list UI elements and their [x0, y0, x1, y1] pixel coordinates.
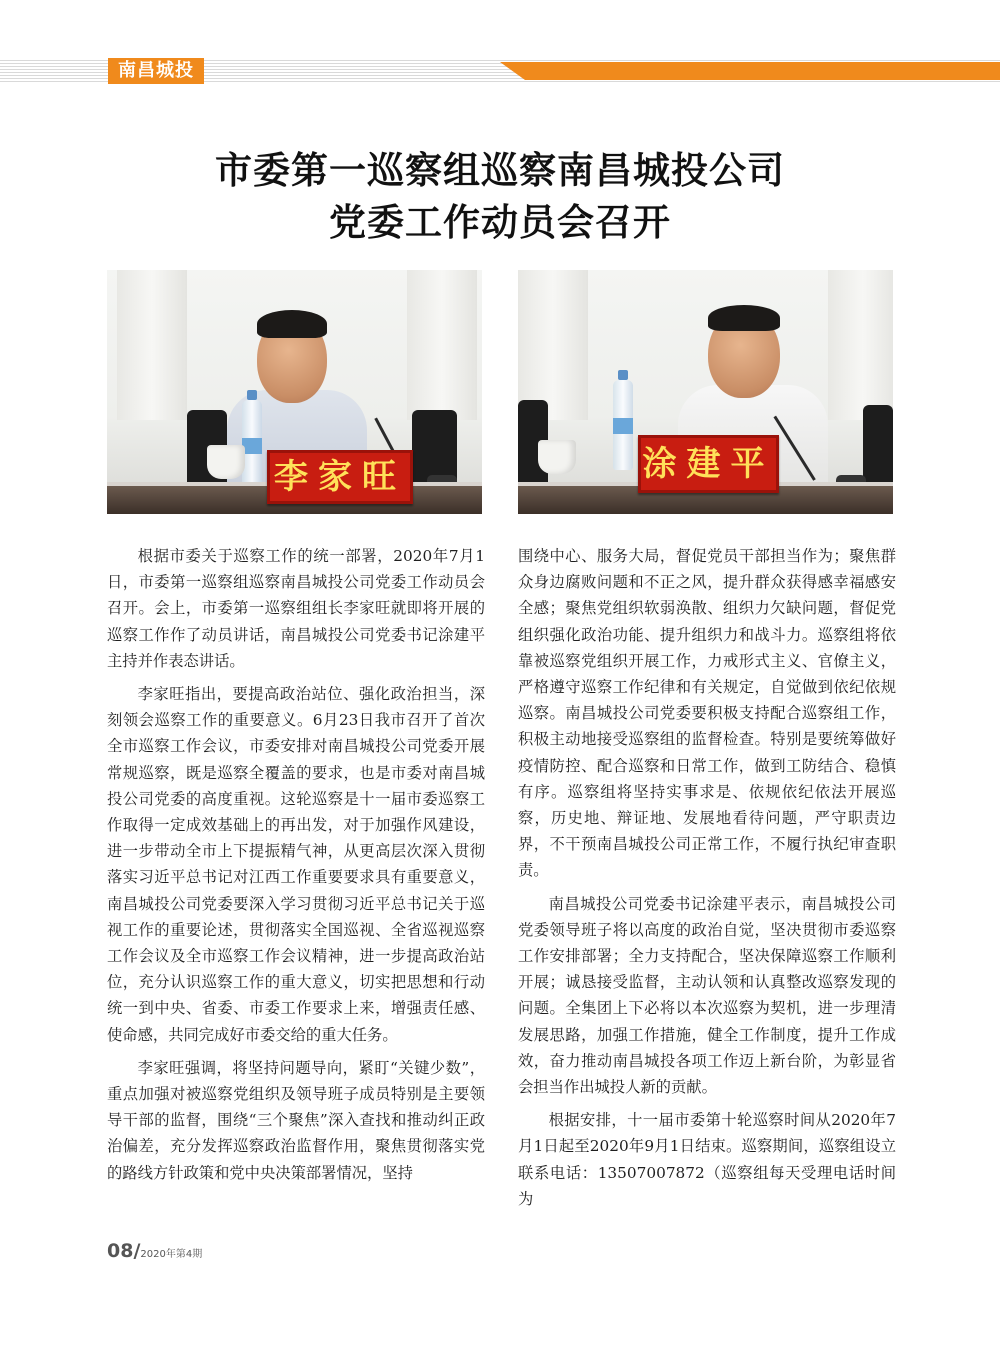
article-title-line1: 市委第一巡察组巡察南昌城投公司 [215, 149, 785, 192]
paragraph-continuation: 围绕中心、服务大局，督促党员干部担当作为；聚焦群众身边腐败问题和不正之风，提升群众获得感幸福感安全感；聚焦党组织软弱涣散、组织力欠缺问题，督促党组织强化政治功能、提升组织力和战斗力。巡察组将依靠被巡察党组织开展工作，力戒形式主义、官僚主义，严格遵守巡察工作纪律和有关规定，自觉做到依纪依规巡察。南昌城投公司党委要积极支持配合巡察组工作，积极主动地接受巡察组的监督检查。特别是要统筹做好疫情防控、配合巡察和日常工作，做到工防结合、稳慎有序。巡察组将坚持实事求是、依规依纪依法开展巡察，历史地、辩证地、发展地看待问题，严守职责边界，不干预南昌城投公司正常工作，不履行执纪审查职责。 [518, 547, 896, 880]
tea-cup [538, 440, 576, 474]
page-number: 08/ [107, 1240, 141, 1262]
photo-li-jiawang [107, 270, 482, 514]
paragraph: 李家旺指出，要提高政治站位、强化政治担当，深刻领会巡察工作的重要意义。6月23日我市召开了首次全市巡察工作会议，市委安排对南昌城投公司党委开展常规巡察，既是巡察全覆盖的要求，也是市委对南昌城投公司党委的高度重视。这轮巡察是十一届市委巡察工作取得一定成效基础上的再出发，对于加强作风建设，进一步带动全市上下提振精气神，从更高层次深入贯彻落实习近平总书记对江西工作重要要求具有重要意义，南昌城投公司党委要深入学习贯彻习近平总书记关于巡视工作的重要论述，贯彻落实全国巡视、全省巡视巡察工作会议及全市巡察工作会议精神，进一步提高政治站位，充分认识巡察工作的重大意义，切实把思想和行动统一到中央、省委、市委工作要求上来，增强责任感、使命感，共同完成好市委交给的重大任务。 [107, 685, 485, 1044]
water-bottle [242, 400, 262, 490]
water-bottle [613, 380, 633, 470]
paragraph: 根据市委关于巡察工作的统一部署，2020年7月1日，市委第一巡察组巡察南昌城投公司党委工作动员会召开。会上，市委第一巡察组组长李家旺就即将开展的巡察工作作了动员讲话，南昌城投公司党委书记涂建平主持并作表态讲话。 [107, 547, 485, 670]
curtain [117, 270, 187, 420]
issue-label: 2020年第4期 [140, 1249, 203, 1260]
body-column-right [518, 543, 896, 1219]
photo-tu-jianping [518, 270, 893, 514]
paragraph: 李家旺强调，将坚持问题导向，紧盯“关键少数”，重点加强对被巡察党组织及领导班子成员特别是主要领导干部的监督，围绕“三个聚焦”深入查找和推动纠正政治偏差，充分发挥巡察政治监督作用，聚焦贯彻落实党的路线方针政策和党中央决策部署情况，坚持 [107, 1058, 485, 1182]
article-title-line2: 党委工作动员会召开 [329, 201, 671, 244]
nameplate: 李家旺 [267, 450, 413, 504]
body-column-left [107, 543, 485, 1193]
curtain [828, 270, 893, 420]
curtain [407, 270, 477, 420]
section-label: 南昌城投 [108, 58, 204, 84]
paragraph: 南昌城投公司党委书记涂建平表示，南昌城投公司党委领导班子将以高度的政治自觉，坚决贯彻市委巡察工作安排部署；全力支持配合，坚决保障巡察工作顺利开展；诚恳接受监督，主动认领和认真整改巡察发现的问题。全集团上下必将以本次巡察为契机，进一步理清发展思路，加强工作措施，健全工作制度，提升工作成效，奋力推动南昌城投各项工作迈上新台阶，为彰显省会担当作出城投人新的贡献。 [518, 894, 896, 1097]
chair [863, 405, 893, 490]
curtain [518, 270, 588, 420]
hair [257, 310, 327, 338]
header-orange-bar [500, 62, 1000, 80]
hair [708, 305, 780, 331]
nameplate: 涂建平 [638, 435, 779, 493]
page-footer [107, 1240, 202, 1262]
paragraph: 根据安排，十一届市委第十轮巡察时间从2020年7月1日起至2020年9月1日结束。巡察期间，巡察组设立联系电话：13507007872（巡察组每天受理电话时间为 [518, 1111, 896, 1208]
tea-cup [207, 445, 245, 479]
